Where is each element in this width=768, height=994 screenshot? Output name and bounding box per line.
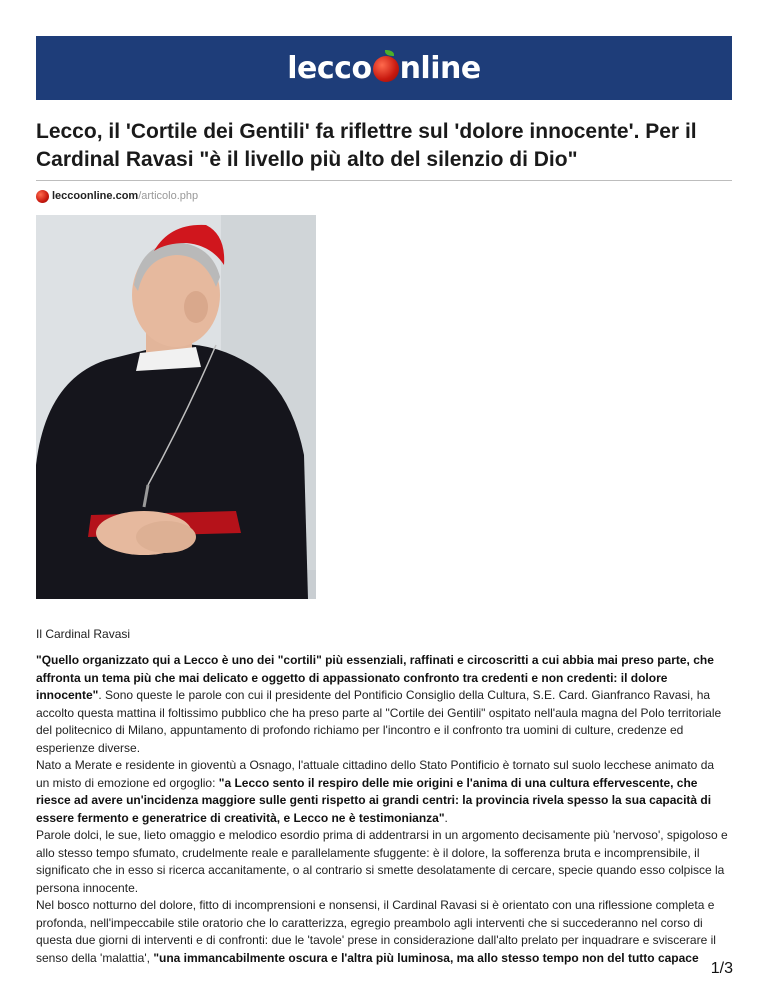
article-paragraph xyxy=(36,757,730,827)
logo-text-right: nline xyxy=(399,50,481,86)
source-link[interactable] xyxy=(36,189,198,203)
article-paragraph xyxy=(36,897,730,967)
site-favicon-icon xyxy=(36,190,49,203)
logo-text-left: lecco xyxy=(287,50,372,86)
paragraph-text: . Sono queste le parole con cui il presidente del Pontificio Consiglio della Cultura, S.E. Card. Gianfranco Ravasi, ha accolto questa mattina il foltissimo pubblico che ha preso parte al "Cortile dei Gentili" ospitato nell'aula magna del Polo territoriale del politecnico di Milano, appuntamento di profondo richiamo per l'incontro e il confronto tra uomini di culture, credenze ed esperienze diverse. xyxy=(36,688,722,755)
source-path: /articolo.php xyxy=(138,190,199,202)
site-banner xyxy=(36,36,732,100)
article-photo xyxy=(36,215,316,599)
article-paragraph: Parole dolci, le sue, lieto omaggio e melodico esordio prima di addentrarsi in un argomento decisamente più 'nervoso', spigoloso e allo stesso tempo sfumato, crudelmente reale e parallelamente sfuggente: è il dolore, la sofferenza bruta e incomprensibile, il significato che in esso si ricerca accanitamente, o al contrario si smette desolatamente di cercare, specie quando esso colpisce la persona innocente. xyxy=(36,828,728,895)
article-paragraph xyxy=(36,652,730,757)
quote-text: "a Lecco sento il respiro delle mie origini e l'anima di una cultura effervescente, che riesce ad avere un'incidenza maggiore sulle genti rispetto ai grandi centri: la provincia rivela spesso la sua capacità di essere fermento e generatrice di creatività, e Lecco ne è testimonianza" xyxy=(36,775,712,825)
cardinal-portrait-image xyxy=(36,215,316,599)
paragraph-text: . xyxy=(444,810,448,825)
quote-text: "una immancabilmente oscura e l'altra più luminosa, ma allo stesso tempo non del tutto capace xyxy=(153,950,699,965)
page-number: 1/3 xyxy=(710,960,733,977)
source-domain: leccoonline.com xyxy=(52,190,139,202)
title-divider xyxy=(36,180,732,181)
quote-text: "Quello organizzato qui a Lecco è uno dei "cortili" più essenziali, raffinati e circoscritti a cui abbia mai preso parte, che affronta un tema più che mai delicato e oggetto di appassionato confronto tra credenti e non credenti: il dolore innocente" xyxy=(36,653,714,702)
paragraph-text: Nato a Merate e residente in gioventù a Osnago, l'attuale cittadino dello Stato Pontificio è tornato sul suolo lecchese animato da un misto di emozione ed orgoglio: xyxy=(36,758,715,790)
site-logo[interactable] xyxy=(287,51,480,86)
apple-logo-icon xyxy=(373,56,399,82)
article-body xyxy=(36,652,730,967)
article-title: Lecco, il 'Cortile dei Gentili' fa riflettre sul 'dolore innocente'. Per il Cardinal Ravasi "è il livello più alto del silenzio di Dio" xyxy=(36,120,697,171)
paragraph-text: Nel bosco notturno del dolore, fitto di incomprensioni e nonsensi, il Cardinal Ravasi si è orientato con una riflessione completa e profonda, nell'impeccabile stile oratorio che lo caratterizza, egregio preambolo agli interventi che si succederanno nel corso di questa due giorni di interventi e di confronti: due le 'tavole' prese in considerazione dall'alto prelato per inquadrare e sviscerare il senso della 'malattia', xyxy=(36,898,716,965)
image-caption: Il Cardinal Ravasi xyxy=(36,627,131,641)
